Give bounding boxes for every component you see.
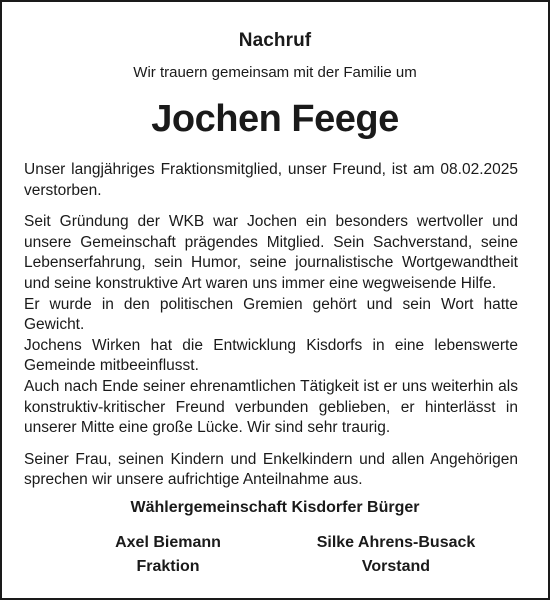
- signer-block: [276, 531, 516, 579]
- organization-name: Wählergemeinschaft Kisdorfer Bürger: [130, 499, 420, 516]
- notice-body: [24, 160, 518, 491]
- signer-role: Fraktion: [136, 558, 200, 575]
- paragraph-tribute: Seit Gründung der WKB war Jochen ein besonders wertvoller und unsere Gemeinschaft prägendes Mitglied. Sein Sachverstand, seine Lebenserfahrung, sein Humor, seine journalistische Wortgewandtheit und seine konstruktive Art waren uns immer eine wegweisende Hilfe.: [24, 213, 518, 292]
- notice-heading: Nachruf: [238, 30, 312, 51]
- paragraph-committees: Er wurde in den politischen Gremien gehört und sein Wort hatte Gewicht.: [24, 295, 518, 334]
- paragraph-impact: Jochens Wirken hat die Entwicklung Kisdorfs in eine lebenswerte Gemeinde mitbeeinflusst.: [24, 336, 518, 375]
- signer-role: Vorstand: [361, 558, 431, 575]
- signer-name: Axel Biemann: [115, 534, 221, 551]
- signer-name: Silke Ahrens-Busack: [316, 534, 476, 551]
- intro-line: Wir trauern gemeinsam mit der Familie um: [133, 64, 417, 81]
- paragraph-farewell: Auch nach Ende seiner ehrenamtlichen Tätigkeit ist er uns weiterhin als konstruktiv-kritischer Freund verbunden geblieben, er hinterlässt in unserer Mitte eine große Lücke. Wir sind sehr traurig.: [24, 377, 518, 437]
- deceased-name: Jochen Feege: [151, 98, 399, 140]
- signer-block: [48, 531, 288, 579]
- paragraph-death-announcement: Unser langjähriges Fraktionsmitglied, unser Freund, ist am 08.02.2025 verstorben.: [24, 161, 518, 199]
- paragraph-condolences: Seiner Frau, seinen Kindern und Enkelkindern und allen Angehörigen sprechen wir unsere aufrichtige Anteilnahme aus.: [24, 450, 518, 489]
